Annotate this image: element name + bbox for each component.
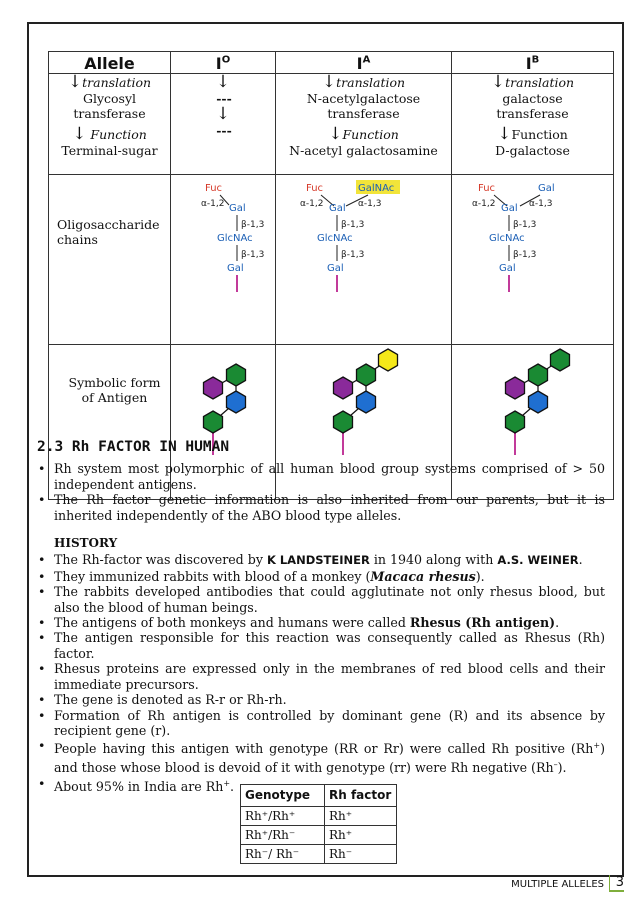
list-item: • The antigen responsible for this reaction was consequently called as Rhesus (Rh) factor. bbox=[37, 630, 605, 661]
ib-oligo-diagram bbox=[452, 175, 614, 302]
section-title: 2.3 Rh FACTOR IN HUMAN bbox=[37, 439, 230, 455]
gal-label: Gal bbox=[329, 203, 346, 214]
glcnac-hexagon bbox=[357, 391, 376, 413]
history-bullets bbox=[37, 552, 605, 794]
translation-label: translation bbox=[82, 75, 152, 90]
list-item: • The rabbits developed antibodies that could agglutinate not only rhesus blood, but also the blood of human beings. bbox=[37, 584, 605, 615]
page-number: 3 bbox=[609, 875, 624, 892]
enzyme-label: Glycosyl transferase bbox=[73, 91, 146, 121]
list-item: • People having this antigen with genotype (RR or Rr) were called Rh positive (Rh+) and those whose blood is devoid of it with genotype (rr) were Rh negative (Rh–). bbox=[37, 738, 605, 775]
galactose-hexagon bbox=[227, 364, 246, 386]
beta13-label: β-1,3 bbox=[341, 250, 365, 260]
ia-oligo-cell bbox=[276, 175, 452, 345]
table-row: Rh⁻/ Rh⁻ Rh⁻ bbox=[241, 845, 397, 864]
list-item: • About 95% in India are Rh+. bbox=[37, 776, 605, 795]
footer-label: MULTIPLE ALLELES bbox=[511, 879, 604, 890]
allele-pathway-cell: ↓translation Glycosyl transferase ↓ Function Terminal-sugar bbox=[49, 74, 171, 175]
function-label: Function bbox=[342, 127, 399, 142]
gal-label: Gal bbox=[501, 203, 518, 214]
galactose-hexagon bbox=[506, 411, 525, 433]
translation-label: translation bbox=[336, 75, 406, 90]
list-item: • Formation of Rh antigen is controlled by dominant gene (R) and its absence by recipient gene (r). bbox=[37, 708, 605, 739]
list-item: • The gene is denoted as R-r or Rh-rh. bbox=[37, 692, 605, 707]
ib-oligo-cell bbox=[452, 175, 614, 345]
galnac-hexagon bbox=[379, 349, 398, 371]
galactose-hexagon bbox=[334, 411, 353, 433]
ia-oligo-diagram bbox=[276, 175, 452, 302]
glcnac-label: GlcNAc bbox=[489, 233, 525, 244]
gal-label: Gal bbox=[327, 263, 344, 274]
io-sugar-dash: --- bbox=[216, 123, 232, 138]
rh-factor-section bbox=[37, 440, 605, 794]
gal-label: Gal bbox=[227, 263, 244, 274]
alpha12-label: α-1,2 bbox=[201, 199, 225, 209]
fucose-hexagon bbox=[506, 377, 525, 399]
ib-pathway-cell: ↓translation galactose transferase ↓Function D-galactose bbox=[452, 74, 614, 175]
header-allele: Allele bbox=[49, 52, 171, 74]
abo-allele-table bbox=[48, 51, 614, 500]
rh-genotype-table bbox=[240, 784, 397, 864]
header-io: $I^O$ bbox=[171, 52, 276, 74]
function-label: Function bbox=[511, 127, 568, 142]
io-oligo-diagram bbox=[171, 175, 276, 302]
list-item: • The Rh factor genetic information is also inherited from our parents, but it is inherited independently of the ABO blood type alleles. bbox=[37, 492, 605, 523]
list-item: • The antigens of both monkeys and humans were called Rhesus (Rh antigen). bbox=[37, 615, 605, 630]
list-item: • Rhesus proteins are expressed only in the membranes of red blood cells and their immediate precursors. bbox=[37, 661, 605, 692]
col-genotype-header: Genotype bbox=[241, 785, 325, 807]
beta13-label: β-1,3 bbox=[241, 250, 265, 260]
header-ia: $I^A$ bbox=[276, 52, 452, 74]
fuc-label: Fuc bbox=[306, 183, 324, 194]
alpha12-label: α-1,2 bbox=[300, 199, 324, 209]
fucose-hexagon bbox=[334, 377, 353, 399]
galactose-hexagon bbox=[529, 364, 548, 386]
table-row: Rh⁺/Rh⁻ Rh⁺ bbox=[241, 826, 397, 845]
ib-enzyme: galactose transferase bbox=[496, 91, 569, 121]
beta13-label: β-1,3 bbox=[241, 220, 265, 230]
fuc-label: Fuc bbox=[478, 183, 496, 194]
beta13-label: β-1,3 bbox=[341, 220, 365, 230]
fuc-label: Fuc bbox=[205, 183, 223, 194]
gal-label: Gal bbox=[538, 183, 555, 194]
col-rh-factor-header: Rh factor bbox=[325, 785, 397, 807]
history-heading: HISTORY bbox=[54, 536, 118, 551]
beta13-label: β-1,3 bbox=[513, 250, 537, 260]
table-row: Rh⁺/Rh⁺ Rh⁺ bbox=[241, 807, 397, 826]
oligosaccharide-label: Oligosaccharide chains bbox=[49, 175, 171, 345]
header-ib: $I^B$ bbox=[452, 52, 614, 74]
function-label: Function bbox=[90, 127, 147, 142]
glcnac-hexagon bbox=[227, 391, 246, 413]
intro-bullets bbox=[37, 461, 605, 523]
list-item: • They immunized rabbits with blood of a monkey (Macaca rhesus). bbox=[37, 569, 605, 584]
glcnac-label: GlcNAc bbox=[317, 233, 353, 244]
fucose-hexagon bbox=[204, 377, 223, 399]
alpha12-label: α-1,2 bbox=[472, 199, 496, 209]
beta13-label: β-1,3 bbox=[513, 220, 537, 230]
io-pathway-cell: ↓ --- ↓ --- bbox=[171, 74, 276, 175]
galactose-hexagon bbox=[204, 411, 223, 433]
alpha13-label: α-1,3 bbox=[529, 199, 553, 209]
io-enzyme-dash: --- bbox=[216, 91, 232, 106]
gal-label: Gal bbox=[229, 203, 246, 214]
galactose-hexagon bbox=[357, 364, 376, 386]
ia-enzyme: N-acetylgalactose transferase bbox=[306, 91, 421, 121]
glcnac-hexagon bbox=[529, 391, 548, 413]
gal-label: Gal bbox=[499, 263, 516, 274]
symbolic-form-label: Symbolic form of Antigen bbox=[49, 345, 171, 500]
list-item: • The Rh-factor was discovered by K LANDSTEINER in 1940 along with A.S. WEINER. bbox=[37, 552, 605, 568]
terminal-galactose-hexagon bbox=[551, 349, 570, 371]
ib-sugar: D-galactose bbox=[495, 143, 570, 158]
ia-pathway-cell: ↓translation N-acetylgalactose transferase ↓Function N-acetyl galactosamine bbox=[276, 74, 452, 175]
list-item: • Rh system most polymorphic of all human blood group systems comprised of > 50 independent antigens. bbox=[37, 461, 605, 492]
galnac-label: GalNAc bbox=[358, 183, 395, 194]
terminal-sugar-label: Terminal-sugar bbox=[61, 143, 158, 158]
io-oligo-cell bbox=[171, 175, 276, 345]
alpha13-label: α-1,3 bbox=[358, 199, 382, 209]
glcnac-label: GlcNAc bbox=[217, 233, 253, 244]
ia-sugar: N-acetyl galactosamine bbox=[289, 143, 438, 158]
translation-label: translation bbox=[505, 75, 575, 90]
